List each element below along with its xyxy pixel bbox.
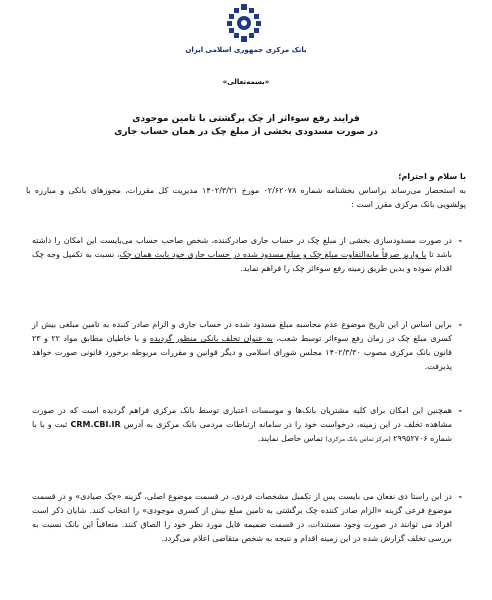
call-center-note: (مرکز تماس بانک مرکزی): [325, 436, 391, 443]
title-line-2: در صورت مسدودی بخشی از مبلغ چک در همان حساب جاری: [114, 127, 378, 137]
title-line-1: فرایند رفع سوءاثر از چک برگشتی با تامین موجودی: [132, 114, 360, 124]
bank-name: بانک مرکزی جمهوری اسلامی ایران: [185, 46, 307, 54]
paragraph-2-text-a: براین اساس از این تاریخ موضوع عدم محاسبه مبلغ مسدود شده در حساب جاری و الزام صادر کننده به تامین مبلغی بیش از کسری مبلغ چک در زمان رفع سوءاثر توسط شعب،: [32, 320, 453, 343]
paragraph-1: [32, 234, 462, 276]
paragraph-3-text-a: همچنین این امکان برای کلیه مشتریان بانک‌ها و موسسات اعتباری توسط بانک مرکزی فراهم گردیده است که در صورت مشاهده تخلف در این زمینه، درخواست خود را در سامانه ارتباطات مردمی بانک مرکزی به آدرس: [32, 406, 453, 429]
basmala: «بسمه‌تعالی»: [222, 78, 270, 86]
paragraph-1-text-a: در صورت مسدودسازی بخشی از مبلغ چک در حساب جاری صادرکننده، شخص صاحب حساب می‌بایست این امکان را داشته باشد تا: [32, 236, 453, 259]
bullet-marker: -: [458, 320, 462, 329]
paragraph-1-text-b: ، نسبت به تکمیل وجه چک اقدام نموده و بدین طریق زمینه رفع سوءاثر چک را فراهم نماید.: [32, 250, 452, 273]
paragraph-1-underlined: با واریز صرفاً مابه‌التفاوت مبلغ چک و مبلغ مسدود شده در حساب جاری خود بابت همان چک: [119, 250, 427, 259]
intro-paragraph: به استحضار می‌رساند براساس بخشنامه شماره ۰۲/۶۲۰۷۸ مورخ ۱۴۰۲/۳/۲۱ مدیریت کل مقررات، مجوزهای بانکی و مبارزه با پولشویی بانک مرکزی مقرر است :: [26, 186, 466, 209]
paragraph-3-text-c: تماس حاصل نمایند.: [257, 434, 326, 443]
salutation: با سلام و احترام؛: [398, 172, 466, 181]
paragraph-3-text-b: ثبت و یا با شماره ۲۹۹۵۲۷۰۶: [32, 420, 452, 443]
paragraph-4-text: در این راستا ذی نفعان می بایست پس از تکمیل مشخصات فردی، در قسمت موضوع اصلی، گزینه «چک صیادی» و در قسمت موضوع فرعی گزینه «الزام صادر کننده چک برگشتی به تامین مبلغ بیش از کسری موجودی» را انتخاب کنند. شایان ذکر است افراد می توانند در صورت وجود مستندات، در قسمت ضمیمه فایل مورد نظر خود را الصاق کنند. متعاقباً این بانک نسبت به بررسی تخلف گزارش شده در این زمینه اقدام و نتیجه به شخص متقاضی اعلام می‌گردد.: [32, 492, 452, 543]
crm-website-link[interactable]: CRM.CBI.IR: [70, 420, 121, 429]
central-bank-logo-icon: [220, 2, 268, 46]
bullet-marker: -: [458, 406, 462, 415]
paragraph-4: [32, 490, 462, 546]
bullet-marker: -: [458, 492, 462, 501]
paragraph-3: [32, 404, 462, 447]
bullet-marker: -: [458, 236, 462, 245]
paragraph-2-text-b: و با خاطیان مطابق مواد ۲۲ و ۲۳ قانون بانک مرکزی مصوب ۱۴۰۲/۳/۳۰ مجلس شورای اسلامی و دیگر قوانین و مقررات مربوطه برخورد قانونی صورت خواهد پذیرفت.: [32, 334, 452, 371]
paragraph-2: [32, 318, 462, 374]
paragraph-2-underlined: به عنوان تخلف بانکی منظور گردیده: [149, 334, 273, 343]
